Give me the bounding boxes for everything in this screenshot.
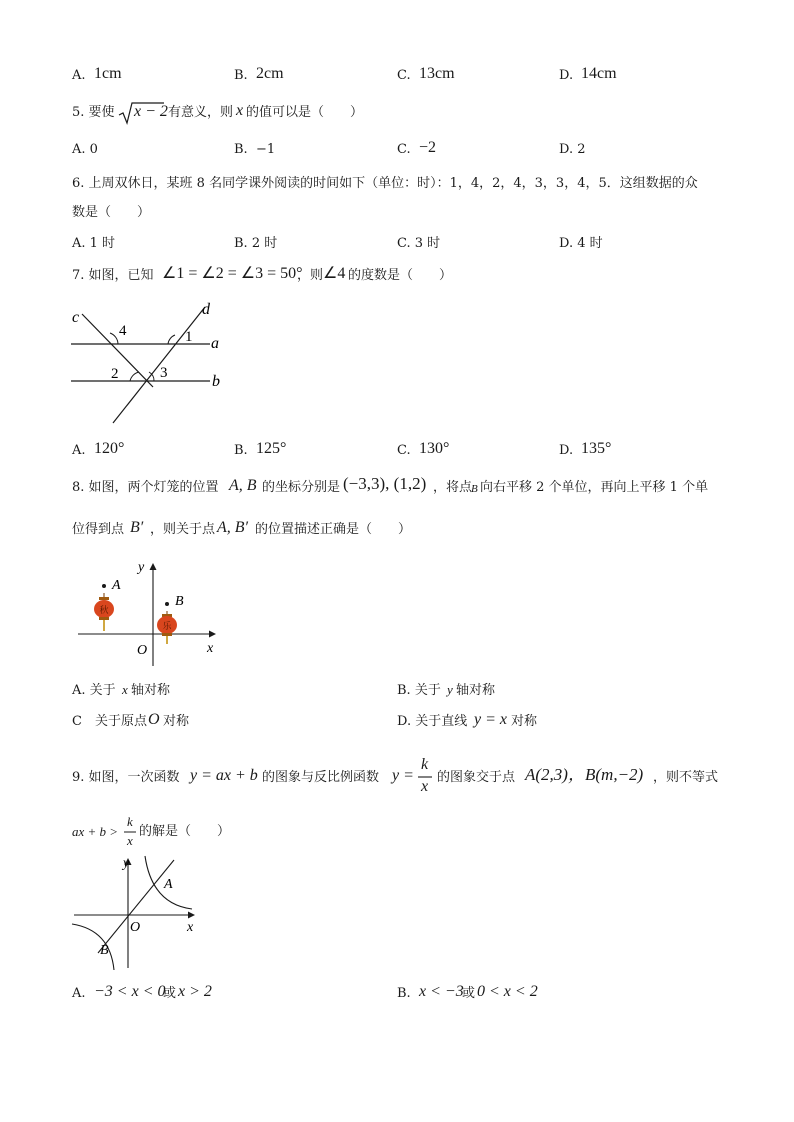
label-a: a bbox=[211, 335, 219, 352]
q8-point-b-small: B bbox=[471, 483, 478, 495]
q8-stem-line2-mid: ，则关于点 bbox=[150, 522, 216, 537]
q9-inverse-y-eq: y = bbox=[392, 767, 414, 784]
origin-label: O bbox=[137, 643, 148, 658]
point-a-label: A bbox=[112, 578, 121, 593]
q7-option-d-label: D. bbox=[559, 443, 574, 458]
q9-option-a-or: 或 bbox=[163, 986, 177, 1001]
q7-option-b-label: B. bbox=[234, 443, 248, 458]
q8-stem-line2-prefix: 位得到点 bbox=[72, 522, 125, 537]
point-b-label: B bbox=[100, 943, 109, 958]
q9-option-b-range1: x < −3 bbox=[419, 983, 464, 1000]
q8-stem-line1-mid2: ，将点 bbox=[433, 480, 473, 495]
q9-stem-line1-suffix: ，则不等式 bbox=[653, 770, 719, 785]
q9-inequality-numerator: k bbox=[127, 814, 133, 829]
q9-figure-function-graphs bbox=[70, 852, 202, 974]
lantern-icon bbox=[94, 593, 114, 631]
q7-option-c-value: 130° bbox=[419, 440, 450, 457]
label-angle3: 3 bbox=[160, 365, 168, 381]
q8-option-d-prefix: D. 关于直线 bbox=[397, 714, 468, 729]
q9-point-a: A(2,3)， bbox=[525, 765, 585, 784]
q8-option-b-prefix: B. 关于 bbox=[397, 683, 441, 698]
q5-option-b-value: −1 bbox=[256, 142, 276, 157]
angle4-arc bbox=[110, 333, 118, 344]
q8-option-a-suffix: 轴对称 bbox=[131, 683, 171, 698]
q8-option-b-var: y bbox=[447, 682, 453, 697]
q6-stem-line1: 6. 上周双休日，某班 8 名同学课外阅读的时间如下（单位：时）：1，4，2，4，3，3，4，5．这组数据的众 bbox=[72, 176, 698, 191]
axis-label-y: y bbox=[138, 560, 145, 575]
q9-inequality-lhs: ax + b > bbox=[72, 824, 119, 839]
q8-figure-lanterns bbox=[74, 558, 224, 670]
q5-option-c-value: −2 bbox=[419, 139, 437, 156]
q7-angle4: ∠4 bbox=[323, 265, 346, 282]
q8-stem-line1-mid: 的坐标分别是 bbox=[262, 480, 341, 495]
angle1-arc bbox=[168, 335, 175, 344]
q4-option-d-value: 14cm bbox=[581, 65, 617, 82]
q6-stem-line2: 数是（ ） bbox=[72, 205, 151, 220]
q9-inequality-denominator: x bbox=[127, 833, 133, 848]
q9-option-b-label: B. bbox=[397, 986, 411, 1001]
q5-option-d: D. 2 bbox=[559, 142, 586, 157]
q4-option-a-value: 1cm bbox=[94, 65, 122, 82]
q8-points-ab: A, B bbox=[229, 477, 257, 494]
label-angle2: 2 bbox=[111, 366, 119, 382]
q4-option-c-value: 13cm bbox=[419, 65, 455, 82]
x-axis-arrow-icon bbox=[188, 912, 195, 919]
q7-option-c-label: C. bbox=[397, 443, 411, 458]
q9-option-a-label: A. bbox=[72, 986, 86, 1001]
q8-option-c-var: O bbox=[148, 711, 160, 728]
q9-linear-function: y = ax + b bbox=[190, 767, 258, 784]
q8-points-ab-prime: A, B′ bbox=[217, 519, 249, 536]
q5-stem-suffix: 的值可以是（ ） bbox=[246, 105, 364, 120]
q4-option-a-label: A. bbox=[72, 68, 86, 83]
label-angle1: 1 bbox=[185, 329, 193, 345]
q8-option-d-suffix: 对称 bbox=[511, 714, 538, 729]
q8-option-a-var: x bbox=[122, 682, 128, 697]
q5-option-a: A. 0 bbox=[72, 142, 98, 157]
q8-stem-line1-suffix: 向右平移 2 个单位，再向上平移 1 个单 bbox=[480, 480, 709, 495]
origin-label: O bbox=[130, 920, 141, 935]
q7-stem-suffix: 的度数是（ ） bbox=[348, 268, 453, 283]
q9-stem-line1-prefix: 9. 如图，一次函数 bbox=[72, 770, 180, 785]
q9-option-b-range2: 0 < x < 2 bbox=[477, 983, 538, 1000]
q7-given-angles: ∠1 = ∠2 = ∠3 = 50° bbox=[162, 265, 303, 282]
q6-option-d: D. 4 时 bbox=[559, 236, 603, 251]
q9-option-b-or: 或 bbox=[462, 986, 476, 1001]
label-angle4: 4 bbox=[119, 323, 127, 339]
point-b bbox=[165, 602, 169, 606]
q4-option-c-label: C. bbox=[397, 68, 411, 83]
q8-option-d-var: y = x bbox=[474, 711, 507, 728]
label-c: c bbox=[72, 309, 80, 326]
q5-var: x bbox=[236, 102, 244, 119]
q5-stem-mid: 有意义，则 bbox=[168, 105, 234, 120]
point-a-label: A bbox=[164, 877, 173, 892]
q5-option-c-label: C. bbox=[397, 142, 411, 157]
q5-option-b-label: B. bbox=[234, 142, 248, 157]
lantern1-character: 秋 bbox=[99, 605, 109, 615]
q8-option-c-prefix: C 关于原点 bbox=[72, 714, 147, 729]
q9-stem-line1-mid: 的图象与反比例函数 bbox=[262, 770, 380, 785]
axis-label-x: x bbox=[207, 641, 214, 656]
q9-fraction-denominator: x bbox=[421, 778, 429, 795]
q6-option-a: A. 1 时 bbox=[72, 236, 116, 251]
q9-option-a-range2: x > 2 bbox=[178, 983, 212, 1000]
axis-label-y: y bbox=[123, 856, 130, 871]
lantern2-character: 乐 bbox=[162, 621, 172, 631]
q4-option-b-value: 2cm bbox=[256, 65, 284, 82]
linear-function-line bbox=[98, 860, 174, 953]
q9-point-b: B(m,−2) bbox=[585, 765, 644, 784]
axis-label-x: x bbox=[187, 920, 194, 935]
point-b-label: B bbox=[175, 594, 184, 609]
q8-option-c-suffix: 对称 bbox=[163, 714, 190, 729]
q8-option-a-prefix: A. 关于 bbox=[72, 683, 116, 698]
angle2-arc bbox=[130, 372, 139, 381]
lantern-icon bbox=[157, 611, 177, 644]
q4-option-d-label: D. bbox=[559, 68, 574, 83]
q9-option-a-range1: −3 < x < 0 bbox=[94, 983, 166, 1000]
label-d: d bbox=[202, 301, 210, 318]
q8-stem-line1-prefix: 8. 如图，两个灯笼的位置 bbox=[72, 480, 219, 495]
q8-coordinates: (−3,3), (1,2) bbox=[343, 474, 427, 493]
x-axis-arrow-icon bbox=[209, 631, 216, 638]
point-a bbox=[102, 584, 106, 588]
q5-stem-prefix: 5. 要使 bbox=[72, 105, 115, 120]
q7-option-a-value: 120° bbox=[94, 440, 125, 457]
q7-stem-mid: ，则 bbox=[297, 268, 324, 283]
q7-figure-parallel-lines bbox=[68, 298, 238, 430]
y-axis-arrow-icon bbox=[150, 563, 157, 570]
q7-option-a-label: A. bbox=[72, 443, 86, 458]
q5-radicand: x − 2 bbox=[134, 103, 168, 120]
q6-option-c: C. 3 时 bbox=[397, 236, 441, 251]
q7-option-b-value: 125° bbox=[256, 440, 287, 457]
q9-fraction-numerator: k bbox=[421, 756, 429, 773]
label-b: b bbox=[212, 373, 220, 390]
q6-option-b: B. 2 时 bbox=[234, 236, 278, 251]
q9-stem-line1-mid2: 的图象交于点 bbox=[437, 770, 516, 785]
q4-option-b-label: B. bbox=[234, 68, 248, 83]
q8-point-b-prime: B′ bbox=[130, 519, 144, 536]
q9-stem-line2-suffix: 的解是（ ） bbox=[139, 824, 231, 839]
line-d bbox=[113, 307, 205, 423]
q8-option-b-suffix: 轴对称 bbox=[456, 683, 496, 698]
q7-stem-prefix: 7. 如图，已知 bbox=[72, 268, 154, 283]
q7-option-d-value: 135° bbox=[581, 440, 612, 457]
q8-stem-line2-suffix: 的位置描述正确是（ ） bbox=[255, 522, 412, 537]
